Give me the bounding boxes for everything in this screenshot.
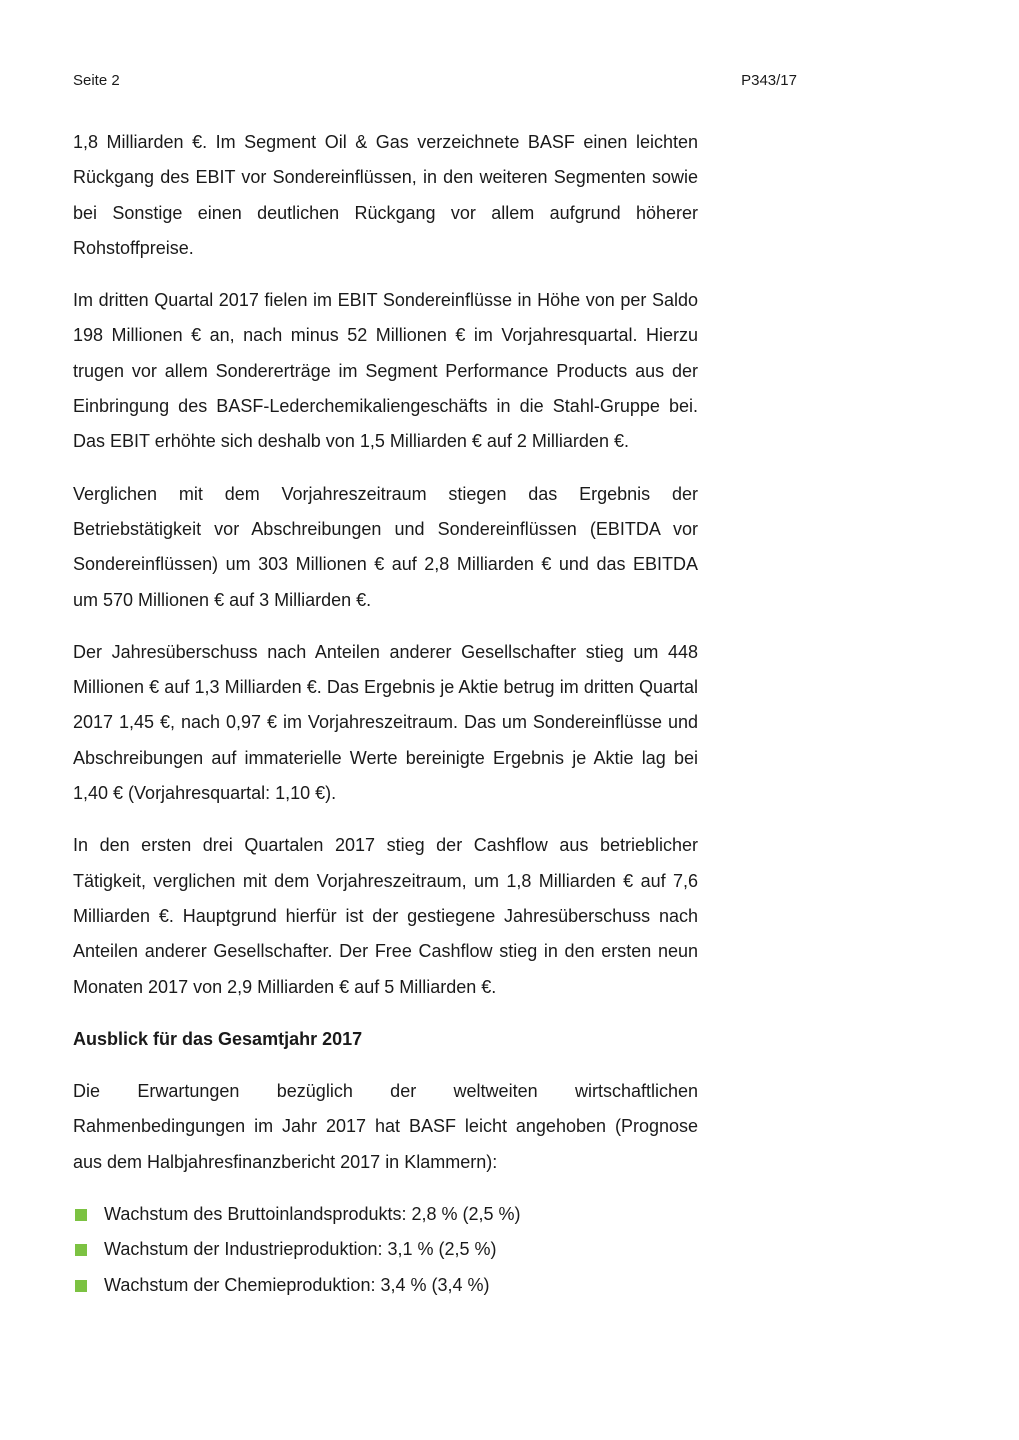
page-number: Seite 2 [73, 72, 120, 89]
list-item [73, 1197, 698, 1232]
list-item-text: Wachstum der Chemieproduktion: 3,4 % (3,4 %) [104, 1274, 490, 1295]
paragraph-special-items: Im dritten Quartal 2017 fielen im EBIT Sondereinflüsse in Höhe von per Saldo 198 Millionen € an, nach minus 52 Millionen € im Vorjahresquartal. Hierzu trugen vor allem Sondererträge im Segment Performance Products aus der Einbringung des BASF-Lederchemikaliengeschäfts in die Stahl-Gruppe bei. Das EBIT erhöhte sich deshalb von 1,5 Milliarden € auf 2 Milliarden €. [73, 290, 698, 452]
paragraph-ebit-segments: 1,8 Milliarden €. Im Segment Oil & Gas verzeichnete BASF einen leichten Rückgang des EBIT vor Sondereinflüssen, in den weiteren Segmenten sowie bei Sonstige einen deutlichen Rückgang vor allem aufgrund höherer Rohstoffpreise. [73, 132, 698, 258]
square-bullet-icon [75, 1280, 87, 1292]
outlook-list [73, 1197, 698, 1303]
list-item [73, 1268, 698, 1303]
section-heading: Ausblick für das Gesamtjahr 2017 [73, 1028, 363, 1049]
document-body [73, 125, 698, 1303]
list-item-text: Wachstum des Bruttoinlandsprodukts: 2,8 % (2,5 %) [104, 1204, 521, 1225]
list-item [73, 1232, 698, 1267]
paragraph-outlook-intro: Die Erwartungen bezüglich der weltweiten wirtschaftlichen Rahmenbedingungen im Jahr 2017 hat BASF leicht angehoben (Prognose aus dem Halbjahresfinanzbericht 2017 in Klammern): [73, 1081, 698, 1172]
square-bullet-icon [75, 1244, 87, 1256]
page-header [73, 70, 797, 92]
paragraph-net-income: Der Jahresüberschuss nach Anteilen anderer Gesellschafter stieg um 448 Millionen € auf 1,3 Milliarden €. Das Ergebnis je Aktie betrug im dritten Quartal 2017 1,45 €, nach 0,97 € im Vorjahreszeitraum. Das um Sondereinflüsse und Abschreibungen auf immaterielle Werte bereinigte Ergebnis je Aktie lag bei 1,40 € (Vorjahresquartal: 1,10 €). [73, 641, 698, 804]
document-reference: P343/17 [741, 72, 797, 89]
paragraph-ebitda: Verglichen mit dem Vorjahreszeitraum stiegen das Ergebnis der Betriebstätigkeit vor Abschreibungen und Sondereinflüssen (EBITDA vor Sondereinflüssen) um 303 Millionen € auf 2,8 Milliarden € und das EBITDA um 570 Millionen € auf 3 Milliarden €. [73, 483, 698, 610]
list-item-text: Wachstum der Industrieproduktion: 3,1 % (2,5 %) [104, 1239, 497, 1260]
square-bullet-icon [75, 1209, 87, 1221]
paragraph-cashflow: In den ersten drei Quartalen 2017 stieg der Cashflow aus betrieblicher Tätigkeit, verglichen mit dem Vorjahreszeitraum, um 1,8 Milliarden € auf 7,6 Milliarden €. Hauptgrund hierfür ist der gestiegene Jahresüberschuss nach Anteilen anderer Gesellschafter. Der Free Cashflow stieg in den ersten neun Monaten 2017 von 2,9 Milliarden € auf 5 Milliarden €. [73, 835, 698, 997]
